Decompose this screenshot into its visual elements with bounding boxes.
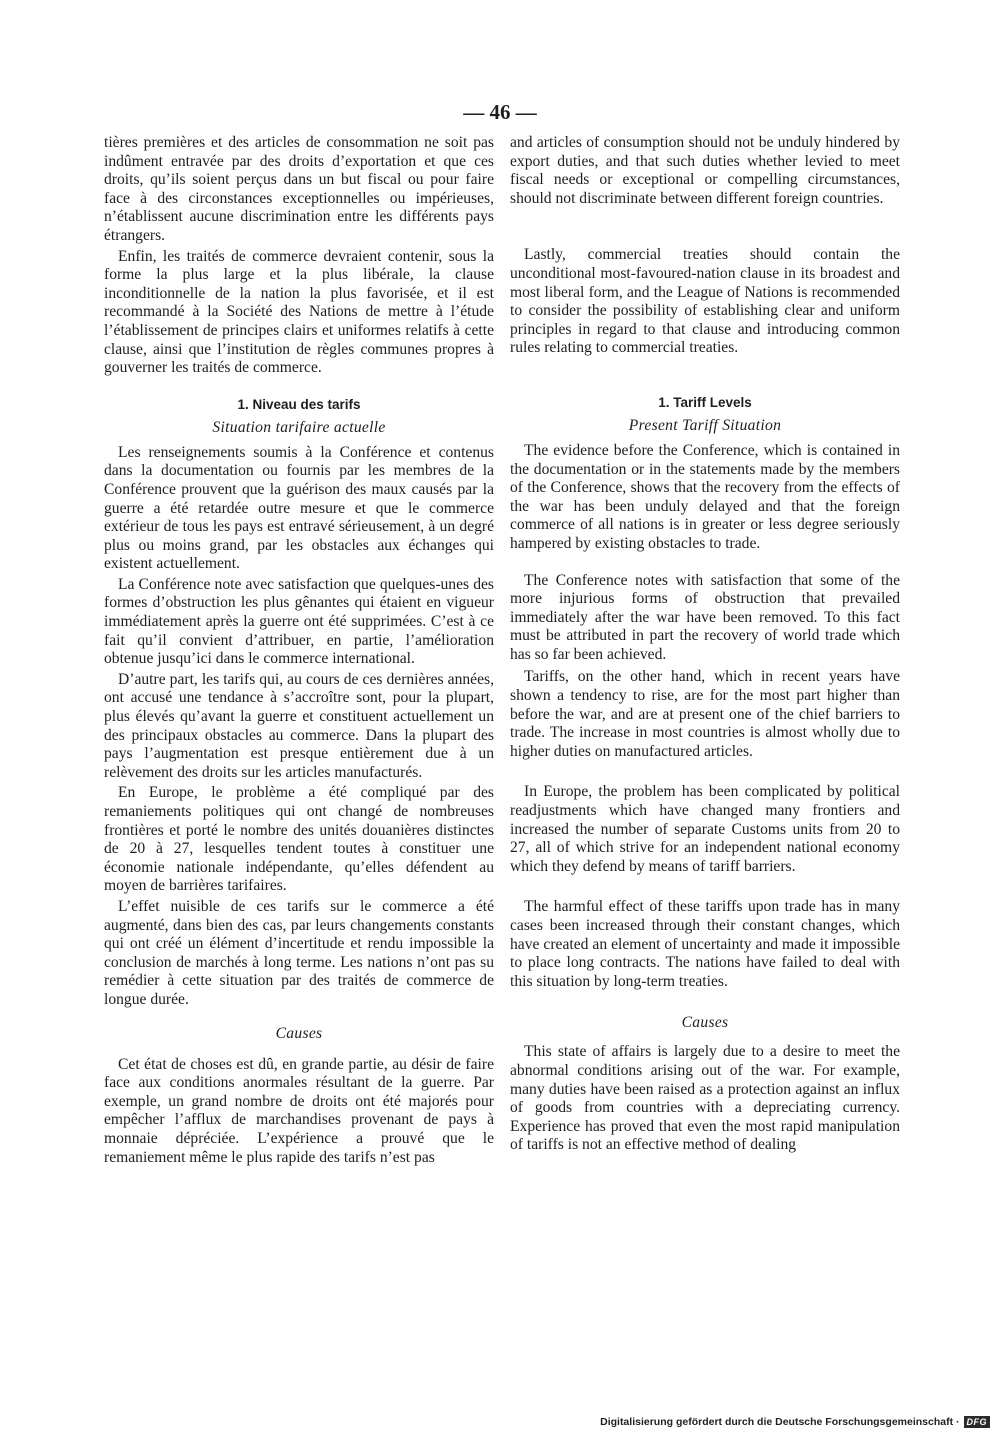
fr-paragraph-3: Les renseignements soumis à la Conférence et contenus dans la documentation ou fournis par les membres de la Conférence prouvent que la guérison des maux causés par la guerre a été retardée outre mesure et que le commerce extérieur de tous les pays est entravé sérieusement, à un degré plus ou moins grand, par les obstacles aux échanges qui existent actuellement.	[104, 443, 494, 573]
en-causes-heading: Causes	[681, 1014, 729, 1032]
fr-paragraph-8: Cet état de choses est dû, en grande partie, au désir de faire face aux conditions anormales résultant de la guerre. Par exemple, un grand nombre de droits ont été majorés pour empêcher l’afflux de marchandises provenant de pays à monnaie dépréciée. L’expérience a prouvé que le remaniement même le plus rapide des tarifs n’est pas	[104, 1055, 494, 1166]
french-column	[104, 134, 494, 1167]
fr-paragraph-2: Enfin, les traités de commerce devraient contenir, sous la forme la plus large et la plus libérale, la clause inconditionnelle de la nation la plus favorisée, et il est recommandé à la Société des Nations de mettre à l’étude l’établissement de principes clairs et uniformes relatifs à cette clause, ainsi que l’institution de règles communes propres à gouverner les traités de commerce.	[104, 247, 494, 377]
en-paragraph-1: and articles of consumption should not be unduly hindered by export duties, and that such duties whether levied to meet fiscal needs or exceptional or compelling circumstances, should not discriminate between different foreign countries.	[510, 134, 900, 207]
dfg-logo-icon: DFG	[964, 1416, 991, 1428]
digitization-footer	[600, 1416, 990, 1428]
fr-causes-heading: Causes	[275, 1024, 323, 1042]
fr-paragraph-7: L’effet nuisible de ces tarifs sur le commerce a été augmenté, dans bien des cas, par leurs changements constants qui ont créé un élément d’incertitude et rendu impossible la conclusion de marchés à long terme. Les nations n’ont pas su remédier à cette situation par des traités de commerce de longue durée.	[104, 897, 494, 1008]
footer-credit-text: Digitalisierung gefördert durch die Deutsche Forschungsgemeinschaft ·	[600, 1416, 960, 1428]
en-paragraph-6: In Europe, the problem has been complicated by political readjustments which have changed many frontiers and increased the number of separate Customs units from 20 to 27, all of which strive for an independent national economy which they defend by means of tariff barriers.	[510, 783, 900, 875]
fr-paragraph-4: La Conférence note avec satisfaction que quelques-unes des formes d’obstruction les plus gênantes qui étaient en vigueur immédiatement après la guerre ont été supprimées. C’est à ce fait qu’il convient d’attribuer, en partie, l’amélioration obtenue jusqu’ici dans le commerce international.	[104, 575, 494, 668]
en-paragraph-5: Tariffs, on the other hand, which in recent years have shown a tendency to rise, are for the most part higher than before the war, and are at present one of the chief barriers to trade. The increase in most countries is almost wholly due to higher duties on manufactured articles.	[510, 668, 900, 760]
en-paragraph-7: The harmful effect of these tariffs upon trade has in many cases been increased through their constant changes, which have created an element of uncertainty and made it impossible to place long contracts. The nations have failed to deal with this situation by long-term treaties.	[510, 898, 900, 990]
en-section-subheading: Present Tariff Situation	[628, 416, 782, 434]
en-paragraph-2: Lastly, commercial treaties should contain the unconditional most-favoured-nation clause in its broadest and most liberal form, and the League of Nations is recommended to consider the possibility of establishing clear and uniform principles in regard to that clause and introducing common rules relating to commercial treaties.	[510, 246, 900, 357]
fr-paragraph-5: D’autre part, les tarifs qui, au cours de ces dernières années, ont accusé une tendance à s’accroître sont, pour la plupart, plus élevés qu’avant la guerre et constituent actuellement un des principaux obstacles au commerce. Dans la plupart des pays l’augmentation est presque entièrement due à un relèvement des droits sur les articles manufacturés.	[104, 670, 494, 781]
fr-paragraph-6: En Europe, le problème a été compliqué par des remaniements politiques qui ont changé de nombreuses frontières et porté le nombre des unités douanières distinctes de 20 à 27, lesquelles tendent toutes à constituer une économie nationale indépendante, qu’elles défendent au moyen de barrières tarifaires.	[104, 784, 494, 895]
en-section-heading: 1. Tariff Levels	[658, 394, 752, 410]
fr-paragraph-1: tières premières et des articles de consommation ne soit pas indûment entravée par des droits d’exportation et que ces droits, qu’ils soient perçus dans un but fiscal ou pour faire face à des circonstances exceptionnelles ou impérieuses, n’établissent aucune discrimination entre les différents pays étrangers.	[104, 134, 494, 244]
en-paragraph-4: The Conference notes with satisfaction that some of the more injurious forms of obstruction that prevailed immediately after the war have been removed. To this fact must be attributed in part the recovery of world trade which has so far been achieved.	[510, 571, 900, 663]
english-column	[510, 134, 900, 1155]
en-paragraph-3: The evidence before the Conference, which is contained in the documentation or in the statements made by the members of the Conference, shows that the recovery from the effects of the war has been unduly delayed and that the foreign commerce of all nations is in greater or less degree seriously hampered by existing obstacles to trade.	[510, 441, 900, 552]
en-paragraph-8: This state of affairs is largely due to a desire to meet the abnormal conditions arising out of the war. For example, many duties have been raised as a protection against an influx of goods from countries with a depreciating currency. Experience has proved that even the most rapid manipulation of tariffs is not an effective method of dealing	[510, 1043, 900, 1154]
fr-section-heading: 1. Niveau des tarifs	[237, 396, 361, 412]
fr-section-subheading: Situation tarifaire actuelle	[212, 418, 386, 436]
page-number: — 46 —	[463, 100, 537, 124]
